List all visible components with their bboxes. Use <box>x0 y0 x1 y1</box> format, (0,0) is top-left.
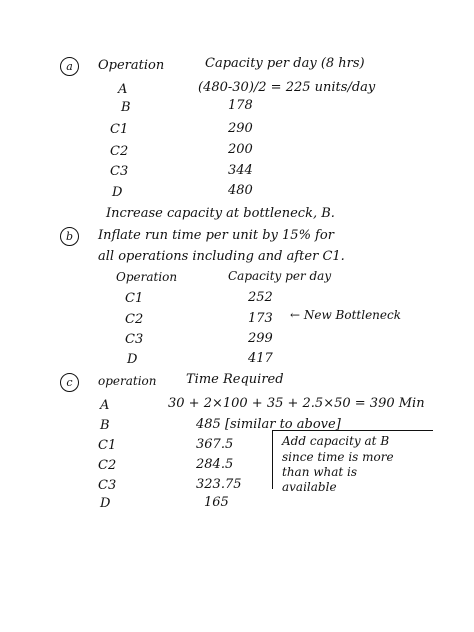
part-a-op-c2: C2 <box>110 144 129 159</box>
part-a-op-c3: C3 <box>110 164 129 179</box>
part-c-op-d: D <box>100 496 111 511</box>
part-c-header-operation: operation <box>98 374 157 388</box>
part-b-bottleneck-note: ← New Bottleneck <box>290 308 402 322</box>
part-c-note-line-2: since time is more <box>282 450 394 464</box>
part-a-value-d: 480 <box>228 183 253 198</box>
part-b-line-2: all operations including and after C1. <box>98 249 345 264</box>
part-c-op-c3: C3 <box>98 478 117 493</box>
part-c-value-a: 30 + 2×100 + 35 + 2.5×50 = 390 Min <box>168 396 425 411</box>
part-b-value-d: 417 <box>248 351 273 366</box>
part-c-note-line-3: than what is <box>282 465 358 479</box>
part-b-value-c2: 173 <box>248 311 273 326</box>
part-a-value-c3: 344 <box>228 163 253 178</box>
part-c-value-c3: 323.75 <box>196 477 242 492</box>
part-a-conclusion: Increase capacity at bottleneck, B. <box>106 206 335 221</box>
part-c-value-c1: 367.5 <box>196 437 234 452</box>
part-a-marker: a <box>60 57 79 76</box>
part-c-value-b: 485 [similar to above] <box>196 417 341 432</box>
part-a-value-c2: 200 <box>228 142 253 157</box>
part-c-op-a: A <box>100 398 110 413</box>
part-a-op-d: D <box>112 185 123 200</box>
part-a-value-a: (480-30)/2 = 225 units/day <box>198 80 376 95</box>
part-b-header-capacity: Capacity per day <box>228 269 332 283</box>
part-a-value-c1: 290 <box>228 121 253 136</box>
part-b-value-c3: 299 <box>248 331 273 346</box>
part-c-op-b: B <box>100 418 110 433</box>
part-b-value-c1: 252 <box>248 290 273 305</box>
part-a-op-b: B <box>121 100 131 115</box>
part-a-op-a: A <box>118 82 128 97</box>
part-c-header-time: Time Required <box>186 372 284 387</box>
part-b-line-1: Inflate run time per unit by 15% for <box>98 228 334 243</box>
part-c-note-line-1: Add capacity at B <box>282 434 390 448</box>
part-b-marker: b <box>60 227 79 246</box>
part-a-header-capacity: Capacity per day (8 hrs) <box>205 56 365 71</box>
part-c-value-c2: 284.5 <box>196 457 234 472</box>
part-c-op-c1: C1 <box>98 438 117 453</box>
part-b-header-operation: Operation <box>116 270 178 284</box>
part-c-marker: c <box>60 373 79 392</box>
part-c-op-c2: C2 <box>98 458 117 473</box>
part-c-note-line-4: available <box>282 480 337 494</box>
part-a-header-operation: Operation <box>98 58 165 73</box>
part-a-value-b: 178 <box>228 98 253 113</box>
part-b-op-c3: C3 <box>125 332 144 347</box>
part-b-op-c2: C2 <box>125 312 144 327</box>
part-b-op-d: D <box>127 352 138 367</box>
part-c-value-d: 165 <box>204 495 229 510</box>
part-b-op-c1: C1 <box>125 291 144 306</box>
part-a-op-c1: C1 <box>110 122 129 137</box>
